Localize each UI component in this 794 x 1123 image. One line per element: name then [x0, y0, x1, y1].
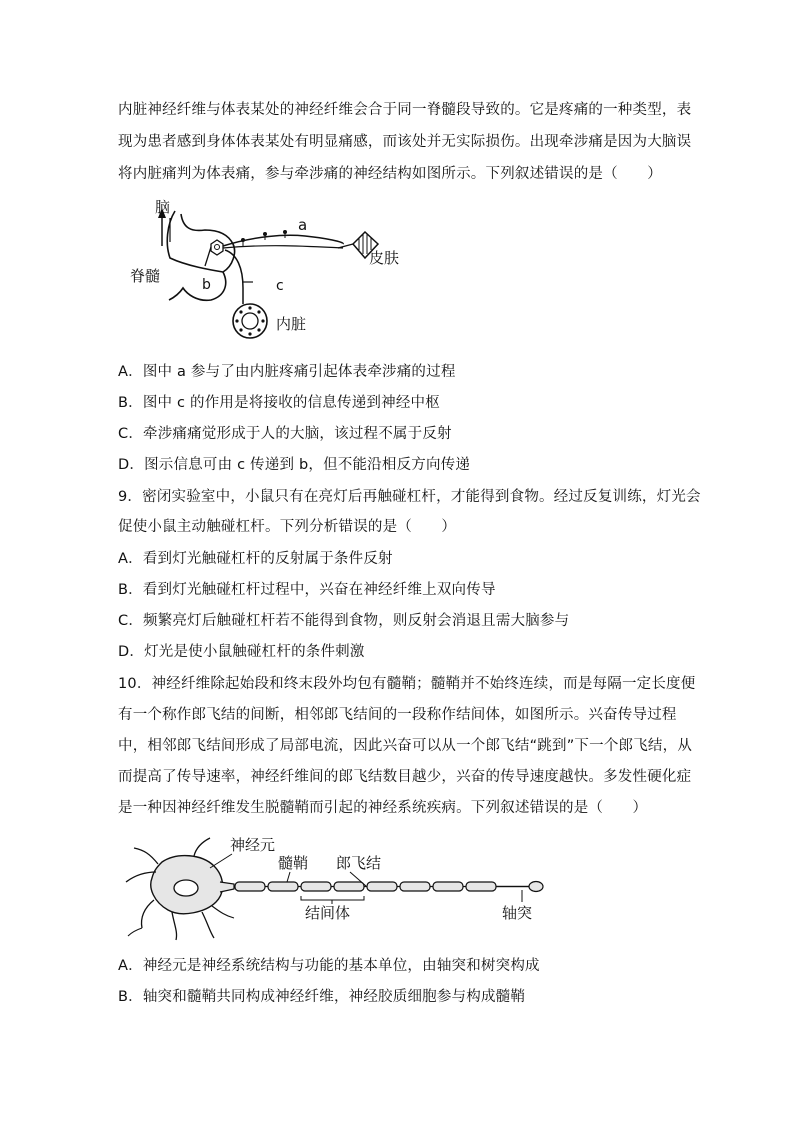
neuron-label: 神经元 — [230, 836, 276, 854]
q10-stem-line-3: 中，相邻郎飞结间形成了局部电流，因此兴奋可以从一个郎飞结“跳到”下一个郎飞结，从 — [118, 738, 693, 754]
label-a: a — [298, 216, 308, 234]
myelin-segment — [400, 882, 430, 891]
myelin-segment — [235, 882, 265, 891]
node-of-ranvier-label: 郎飞结 — [336, 854, 382, 872]
q8-stem-line-2: 现为患者感到身体体表某处有明显痛感，而该处并无实际损伤。出现牵涉痛是因为大脑误 — [118, 134, 692, 150]
myelin-segment — [433, 882, 463, 891]
q10-stem-line-1: 10．神经纤维除起始段和终末段外均包有髓鞘；髓鞘并不始终连续，而是每隔一定长度便 — [118, 676, 696, 692]
myelin-segment — [334, 882, 364, 891]
label-b: b — [202, 277, 211, 293]
q8-stem-line-1: 内脏神经纤维与体表某处的神经纤维会合于同一脊髓段导致的。它是疼痛的一种类型，表 — [118, 102, 692, 118]
q9-option-c: C．频繁亮灯后触碰杠杆若不能得到食物，则反射会消退且需大脑参与 — [118, 613, 570, 629]
q8-stem-line-3: 将内脏痛判为体表痛，参与牵涉痛的神经结构如图所示。下列叙述错误的是（ ） — [118, 166, 662, 182]
axon-label: 轴突 — [502, 904, 533, 922]
referred-pain-diagram — [125, 196, 425, 346]
neuron-myelin-diagram — [122, 832, 552, 944]
q9-option-a: A．看到灯光触碰杠杆的反射属于条件反射 — [118, 551, 393, 567]
myelin-segment — [466, 882, 496, 891]
q8-option-c: C．牵涉痛痛觉形成于人的大脑，该过程不属于反射 — [118, 426, 452, 442]
q10-stem-line-4: 而提高了传导速率，神经纤维间的郎飞结数目越少，兴奋的传导速度越快。多发性硬化症 — [118, 769, 692, 785]
q10-option-a: A．神经元是神经系统结构与功能的基本单位，由轴突和树突构成 — [118, 958, 540, 974]
q9-option-d: D．灯光是使小鼠触碰杠杆的条件刺激 — [118, 644, 365, 660]
q10-option-b: B．轴突和髓鞘共同构成神经纤维，神经胶质细胞参与构成髓鞘 — [118, 989, 526, 1005]
q9-option-b: B．看到灯光触碰杠杆过程中，兴奋在神经纤维上双向传导 — [118, 582, 496, 598]
label-c: c — [276, 278, 284, 294]
skin-label: 皮肤 — [369, 249, 400, 267]
axon-terminal — [529, 882, 543, 892]
q10-stem-line-2: 有一个称作郎飞结的间断，相邻郎飞结间的一段称作结间体，如图所示。兴奋传导过程 — [118, 707, 677, 723]
myelin-segment — [367, 882, 397, 891]
q9-stem-line-1: 9．密闭实验室中，小鼠只有在亮灯后再触碰杠杆，才能得到食物。经过反复训练，灯光会 — [118, 489, 701, 505]
viscera-label: 内脏 — [276, 315, 307, 333]
brain-label: 脑 — [155, 198, 171, 216]
myelin-segment — [301, 882, 331, 891]
q8-option-b: B．图中 c 的作用是将接收的信息传递到神经中枢 — [118, 395, 440, 411]
spinal-cord-label: 脊髓 — [130, 267, 161, 285]
q8-option-d: D．图示信息可由 c 传递到 b，但不能沿相反方向传递 — [118, 457, 471, 473]
myelin-segment — [268, 882, 298, 891]
q10-stem-line-5: 是一种因神经纤维发生脱髓鞘而引起的神经系统疾病。下列叙述错误的是（ ） — [118, 800, 648, 816]
nucleus — [174, 880, 198, 896]
q8-option-a: A．图中 a 参与了由内脏疼痛引起体表牵涉痛的过程 — [118, 364, 456, 380]
myelin-label: 髓鞘 — [278, 854, 309, 872]
q9-stem-line-2: 促使小鼠主动触碰杠杆。下列分析错误的是（ ） — [118, 519, 457, 535]
internode-label: 结间体 — [305, 904, 351, 922]
